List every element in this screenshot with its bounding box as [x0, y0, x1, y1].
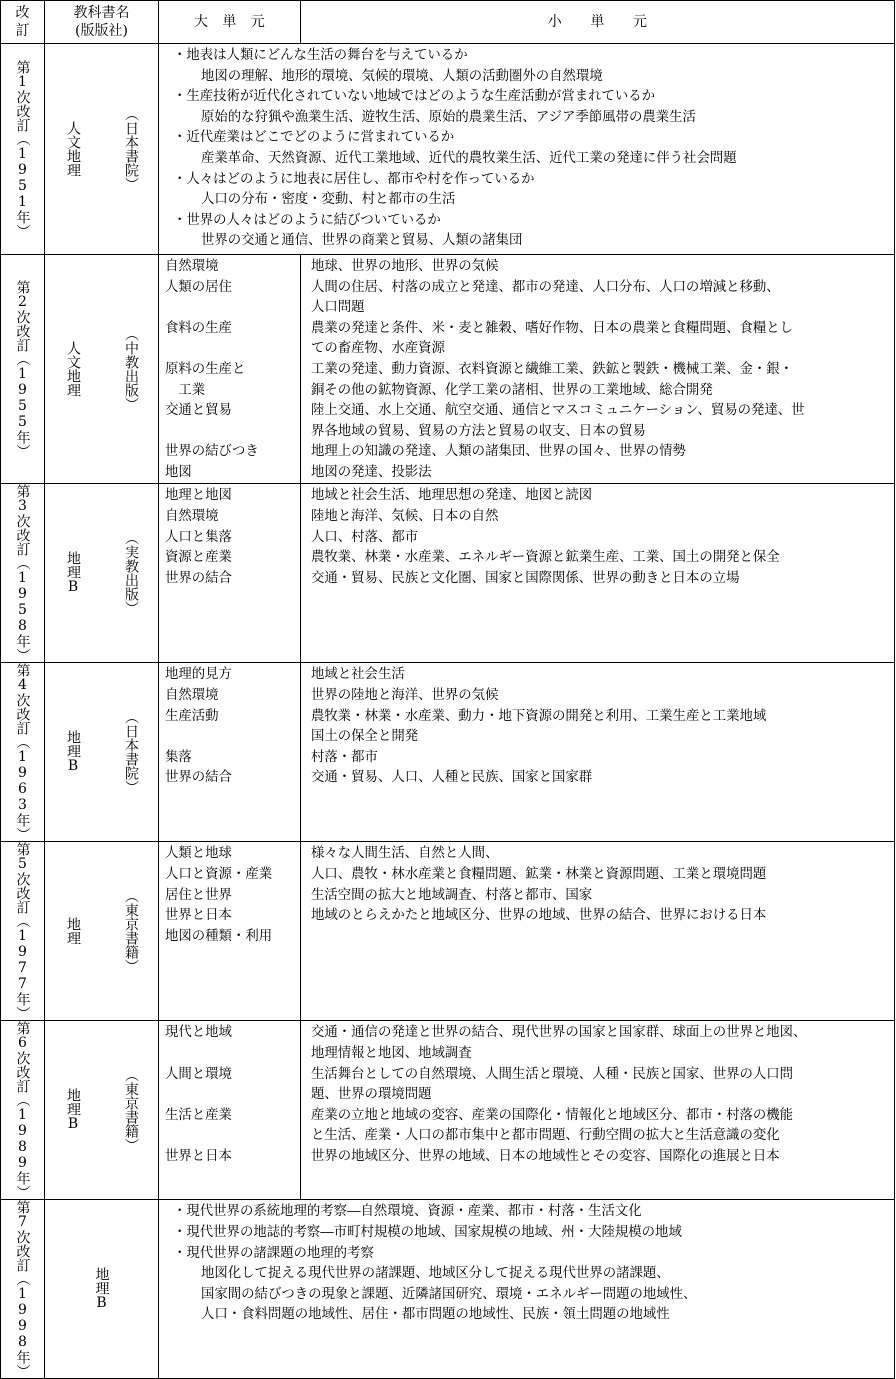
header-sho-tangen: 小 単 元: [301, 1, 895, 44]
sub-unit-line: 産業革命、天然資源、近代工業地域、近代的農牧業生活、近代工業の発達に伴う社会問題: [201, 150, 737, 166]
textbook-name: 地理: [65, 917, 81, 946]
kaitei-cell: [1, 842, 45, 1021]
sub-unit-line: 地図化して捉える現代世界の諸課題、地域区分して捉える現代世界の諸課題、: [201, 1266, 670, 1282]
publisher-name: （日本書院）: [123, 106, 139, 191]
dai-tangen-item: 生活と産業: [165, 1107, 232, 1123]
kaitei-cell: [1, 663, 45, 842]
kaitei-cell: [1, 1021, 45, 1200]
dai-tangen-item: [165, 422, 296, 443]
table-row-1963: [1, 663, 895, 842]
table-row-1955: [1, 254, 895, 484]
dai-tangen-cell: [159, 484, 301, 663]
dai-tangen-item: 現代と地域: [165, 1025, 232, 1041]
textbook-name: 人文地理: [65, 341, 81, 398]
unit-bullet-line: ・地表は人類にどんな生活の舞台を与えているか: [173, 48, 468, 63]
dai-tangen-item: 世界の結びつき: [165, 444, 259, 460]
sho-tangen-line: 陸地と海洋、気候、日本の自然: [311, 509, 499, 525]
textbook-cell: [45, 663, 159, 842]
dai-tangen-item: [165, 1126, 296, 1147]
textbook-cell: [45, 842, 159, 1021]
sub-unit-line: 原始的な狩猟や漁業生活、遊牧生活、原始的農業生活、アジア季節風帯の農業生活: [201, 109, 696, 125]
sub-unit-line: 人口の分布・密度・変動、村と都市の生活: [201, 192, 456, 208]
dai-tangen-cell: [159, 254, 301, 484]
unit-bullet-line: ・近代産業はどこでどのように営まれているか: [173, 130, 455, 146]
textbook-cell: [45, 1200, 159, 1379]
sho-tangen-cell: [301, 254, 895, 484]
dai-tangen-item: 世界と日本: [165, 908, 232, 924]
sho-tangen-cell: [301, 842, 895, 1021]
sho-tangen-line: 様々な人間生活、自然と人間、: [311, 846, 499, 862]
textbook-cell: [45, 1021, 159, 1200]
sho-tangen-line: 生活空間の拡大と地域調査、村落と都市、国家: [311, 887, 593, 903]
sho-tangen-line: 地理上の知識の発達、人類の諸集団、世界の国々、世界の情勢: [311, 444, 686, 460]
kaitei-cell: [1, 44, 45, 255]
sho-tangen-line: 地域と社会生活: [311, 667, 405, 683]
sho-tangen-cell: [301, 663, 895, 842]
kaitei-text: 第1次改訂（1951年）: [14, 59, 31, 238]
sho-tangen-line: 交通・貿易、人口、人種と民族、国家と国家群: [311, 770, 593, 786]
sho-tangen-line: 農業の発達と条件、米・麦と雑穀、嗜好作物、日本の農業と食糧問題、食糧とし: [311, 320, 794, 336]
sho-tangen-line: 世界の地域区分、世界の地域、日本の地域性とその変容、国際化の進展と日本: [311, 1149, 780, 1165]
unit-bullet-line: ・人々はどのように地表に居住し、都市や村を作っているか: [173, 171, 535, 187]
publisher-name: （日本書院）: [123, 710, 139, 795]
header-dai-tangen: 大 単 元: [159, 1, 301, 44]
unit-bullet-line: ・現代世界の系統地理的考察―自然環境、資源・産業、都市・村落・生活文化: [173, 1204, 642, 1220]
dai-tangen-item: 世界の結合: [165, 770, 232, 786]
dai-tangen-item: 自然環境: [165, 509, 219, 525]
sho-tangen-line: 人口、村落、都市: [311, 529, 419, 545]
unit-list-cell: [159, 1200, 895, 1379]
dai-tangen-item: 世界と日本: [165, 1149, 232, 1165]
unit-bullet-line: ・現代世界の地誌的考察―市町村規模の地域、国家規模の地域、州・大陸規模の地域: [173, 1225, 682, 1241]
dai-tangen-item: 工業: [165, 382, 206, 398]
dai-tangen-item: 自然環境: [165, 688, 219, 704]
textbook-name: 地理B: [93, 1267, 110, 1312]
dai-tangen-item: 資源と産業: [165, 550, 232, 566]
sho-tangen-line: 国土の保全と開発: [311, 729, 419, 745]
sho-tangen-line: 世界の陸地と海洋、世界の気候: [311, 688, 499, 704]
dai-tangen-item: 人類と地球: [165, 846, 232, 862]
sub-unit-line: 人口・食料問題の地域性、居住・都市問題の地域性、民族・領土問題の地域性: [201, 1307, 670, 1323]
textbook-name: 地理B: [65, 551, 81, 596]
dai-tangen-item: 生産活動: [165, 708, 219, 724]
publisher-name: （東京書籍）: [123, 889, 139, 974]
sho-tangen-line: 題、世界の環境問題: [311, 1087, 432, 1103]
dai-tangen-item: [165, 298, 296, 319]
kaitei-text: 第4次改訂（1963年）: [14, 663, 31, 842]
kaitei-text: 第7次改訂（1998年）: [14, 1200, 31, 1379]
table-header-row: [1, 1, 895, 44]
publisher-name: （実教出版）: [123, 531, 139, 616]
dai-tangen-cell: [159, 842, 301, 1021]
sho-tangen-line: 農牧業、林業・水産業、エネルギー資源と鉱業生産、工業、国土の開発と保全: [311, 550, 780, 566]
sub-unit-line: 地図の理解、地形的環境、気候的環境、人類の活動圏外の自然環境: [201, 68, 603, 84]
sho-tangen-line: [311, 927, 890, 948]
kaitei-text: 第3次改訂（1958年）: [14, 484, 31, 663]
table-row-1989: [1, 1021, 895, 1200]
dai-tangen-item: 食料の生産: [165, 320, 232, 336]
textbook-cell: [45, 484, 159, 663]
table-row-1977: [1, 842, 895, 1021]
sho-tangen-line: 陸上交通、水上交通、航空交通、通信とマスコミュニケーション、貿易の発達、世: [311, 403, 805, 419]
dai-tangen-item: [165, 1085, 296, 1106]
textbook-name: 人文地理: [65, 120, 81, 177]
sho-tangen-line: 産業の立地と地域の変容、産業の国際化・情報化と地域区分、都市・村落の機能: [311, 1107, 794, 1123]
kaitei-text: 第6次改訂（1989年）: [14, 1021, 31, 1200]
sho-tangen-line: 生活舞台としての自然環境、人間生活と環境、人種・民族と国家、世界の人口問: [311, 1066, 794, 1082]
kaitei-text: 第2次改訂（1955年）: [14, 280, 31, 459]
sho-tangen-line: 交通・貿易、民族と文化圏、国家と国際関係、世界の動きと日本の立場: [311, 570, 740, 586]
header-kyokasho: [45, 1, 159, 44]
sho-tangen-line: 人口問題: [311, 300, 365, 316]
dai-tangen-item: 集落: [165, 749, 192, 765]
unit-bullet-line: ・世界の人々はどのように結びついているか: [173, 212, 441, 228]
dai-tangen-item: 人口と資源・産業: [165, 867, 273, 883]
textbook-cell: [45, 44, 159, 255]
header-kaitei-text: 改 訂: [15, 5, 30, 39]
textbook-name: 地理B: [65, 730, 81, 775]
dai-tangen-item: [165, 1044, 296, 1065]
kaitei-cell: [1, 254, 45, 484]
publisher-name: （東京書籍）: [123, 1068, 139, 1153]
sho-tangen-cell: [301, 484, 895, 663]
sho-tangen-cell: [301, 1021, 895, 1200]
kaitei-cell: [1, 1200, 45, 1379]
dai-tangen-item: 地図: [165, 464, 192, 480]
dai-tangen-item: 居住と世界: [165, 887, 232, 903]
dai-tangen-item: 地図の種類・利用: [165, 928, 273, 944]
table-row-1998: [1, 1200, 895, 1379]
sho-tangen-line: 人口、農牧・林水産業と食糧問題、鉱業・林業と資源問題、工業と環境問題: [311, 867, 767, 883]
dai-tangen-item: 人口と集落: [165, 529, 232, 545]
sho-tangen-line: 銅その他の鉱物資源、化学工業の諸相、世界の工業地域、総合開発: [311, 382, 713, 398]
sho-tangen-line: 農牧業・林業・水産業、動力・地下資源の開発と利用、工業生産と工業地域: [311, 708, 767, 724]
unit-list-cell: [159, 44, 895, 255]
header-kyokasho-line2: (版版社): [75, 23, 128, 39]
dai-tangen-cell: [159, 663, 301, 842]
dai-tangen-item: 地理的見方: [165, 667, 232, 683]
unit-bullet-line: ・現代世界の諸課題の地理的考察: [173, 1245, 374, 1261]
dai-tangen-item: 人類の居住: [165, 279, 232, 295]
kaitei-text: 第5次改訂（1977年）: [14, 842, 31, 1021]
dai-tangen-item: [165, 339, 296, 360]
sho-tangen-line: 地図の発達、投影法: [311, 464, 432, 480]
sho-tangen-line: 地域のとらえかたと地域区分、世界の地域、世界の結合、世界における日本: [311, 908, 767, 924]
publisher-name: （中教出版）: [123, 327, 139, 412]
dai-tangen-item: 地理と地図: [165, 488, 232, 504]
sho-tangen-line: 工業の発達、動力資源、衣料資源と繊維工業、鉄鉱と製鉄・機械工業、金・銀・: [311, 361, 794, 377]
dai-tangen-item: 世界の結合: [165, 570, 232, 586]
dai-tangen-item: 交通と貿易: [165, 403, 232, 419]
sho-tangen-line: と生活、産業・人口の都市集中と都市問題、行動空間の拡大と生活意識の変化: [311, 1128, 780, 1144]
dai-tangen-item: 自然環境: [165, 258, 219, 274]
kaitei-cell: [1, 484, 45, 663]
sho-tangen-line: 交通・通信の発達と世界の結合、現代世界の国家と国家群、球面上の世界と地図、: [311, 1025, 807, 1041]
header-kyokasho-line1: 教科書名: [73, 5, 130, 21]
unit-bullet-line: ・生産技術が近代化されていない地域ではどのような生産活動が営まれているか: [173, 89, 656, 105]
header-kaitei: [1, 1, 45, 44]
table-row-1951: [1, 44, 895, 255]
table-row-1958: [1, 484, 895, 663]
dai-tangen-item: 原料の生産と: [165, 361, 246, 377]
dai-tangen-item: 人間と環境: [165, 1066, 232, 1082]
sho-tangen-line: 地球、世界の地形、世界の気候: [311, 258, 499, 274]
sho-tangen-line: 地理情報と地図、地域調査: [311, 1046, 472, 1062]
sho-tangen-line: ての畜産物、水産資源: [311, 341, 445, 357]
textbook-name: 地理B: [65, 1088, 81, 1133]
dai-tangen-item: [165, 727, 296, 748]
dai-tangen-cell: [159, 1021, 301, 1200]
sho-tangen-line: 地域と社会生活、地理思想の発達、地図と読図: [311, 488, 593, 504]
sho-tangen-line: 界各地域の貿易、貿易の方法と貿易の収支、日本の貿易: [311, 423, 646, 439]
textbook-cell: [45, 254, 159, 484]
sho-tangen-line: 人間の住居、村落の成立と発達、都市の発達、人口分布、人口の増減と移動、: [311, 279, 780, 295]
sub-unit-line: 国家間の結びつきの現象と課題、近隣諸国研究、環境・エネルギー問題の地域性、: [201, 1286, 697, 1302]
sho-tangen-line: 村落・都市: [311, 749, 378, 765]
sub-unit-line: 世界の交通と通信、世界の商業と貿易、人類の諸集団: [201, 233, 523, 249]
